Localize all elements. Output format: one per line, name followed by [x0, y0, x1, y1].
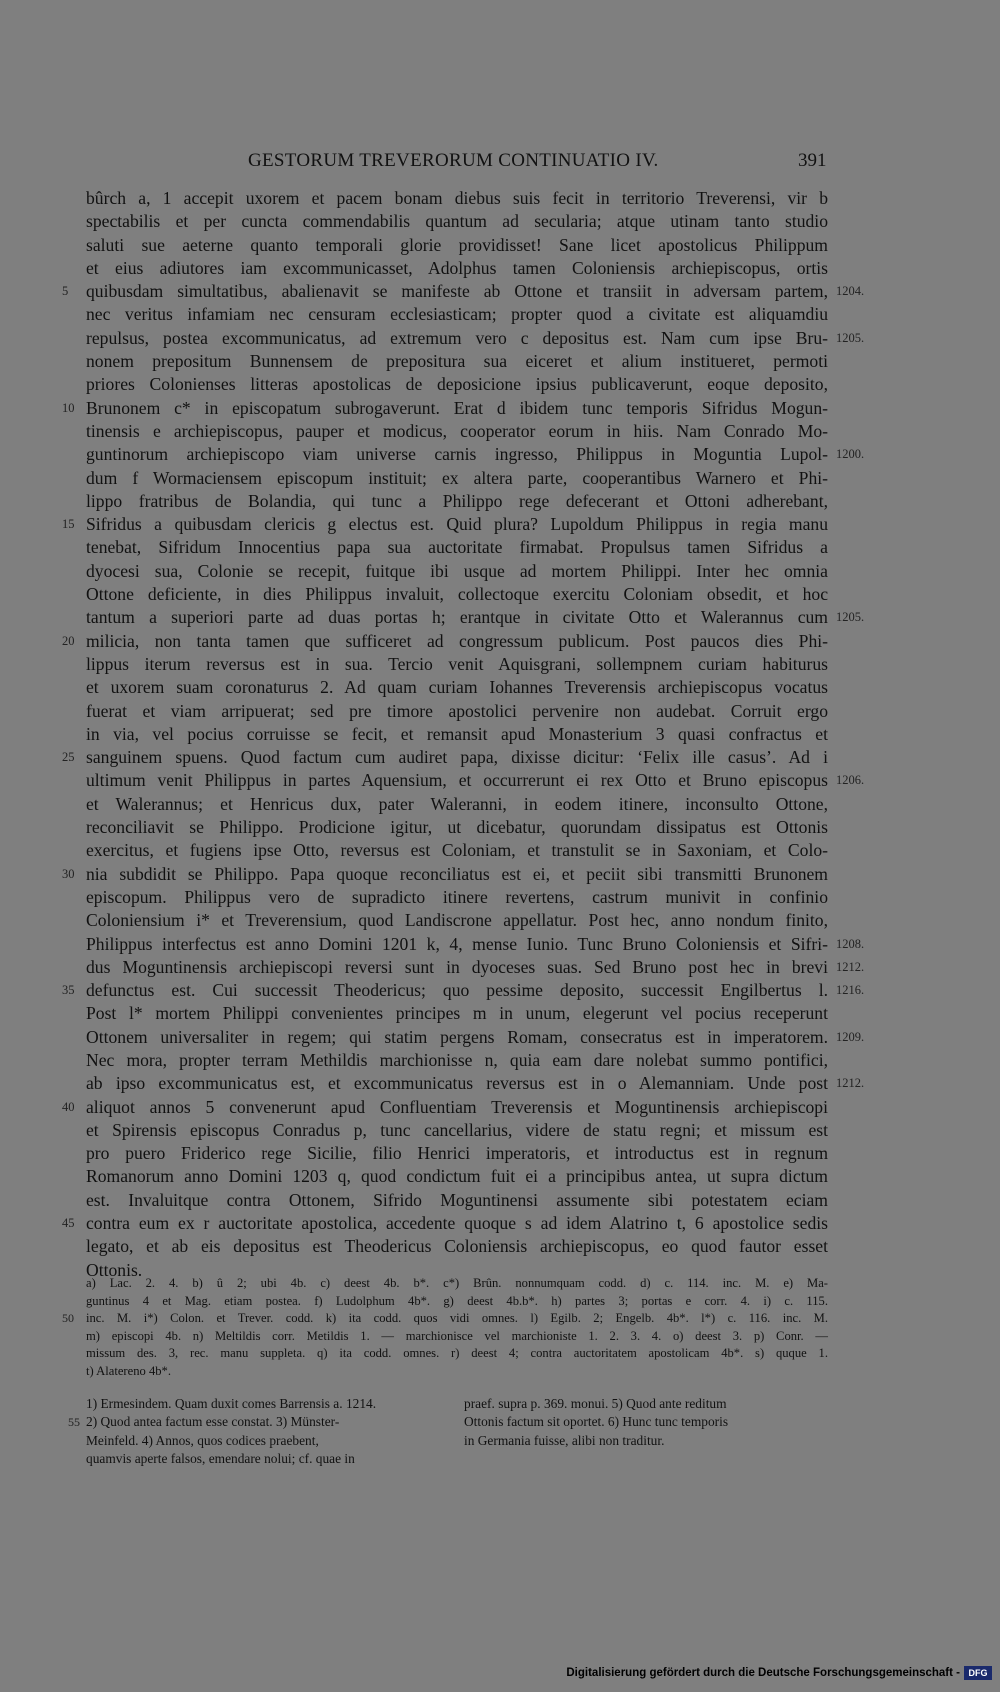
- line-number: 55: [68, 1415, 80, 1430]
- line-text: nia subdidit se Philippo. Papa quoque reconciliatus est ei, et peciit sibi transmitti Brunonem: [86, 863, 828, 884]
- line-text: m) episcopi 4b. n) Meltildis corr. Metildis 1. — marchionisce vel marchioniste 1. 2. 3. 4. o) deest 3. p) Conr. —: [86, 1328, 828, 1343]
- margin-year: 1200.: [836, 447, 865, 462]
- text-line: [62, 979, 865, 1002]
- line-text: bûrch a, 1 accepit uxorem et pacem bonam diebus suis fecit in territorio Treverensi, vir b: [86, 188, 828, 208]
- margin-year: 1205.: [836, 610, 865, 625]
- line-number: 10: [62, 400, 75, 415]
- line-text: Ottonem universaliter in regem; qui statim pergens Romam, consecratus est in imperatorem.: [86, 1026, 828, 1047]
- note-text: Meinfeld. 4) Annos, quos codices praebent,: [86, 1432, 319, 1448]
- line-text: milicia, non tanta tamen que sufficeret ad congressum publicum. Post paucos dies Phi-: [86, 630, 828, 651]
- line-text: est. Invaluitque contra Ottonem, Sifrido Moguntinensi assumente sibi potestatem eciam: [86, 1189, 828, 1210]
- text-line: [86, 1049, 828, 1072]
- text-line: [86, 1235, 828, 1258]
- text-line: [86, 443, 865, 466]
- line-text: Post l* mortem Philippi convenientes principes m in unum, elegerunt vel pocius receperunt: [86, 1003, 828, 1024]
- line-text: a) Lac. 2. 4. b) û 2; ubi 4b. c) deest 4b. b*. c*) Brûn. nonnumquam codd. d) c. 114. inc. M. e) Ma-: [86, 1276, 828, 1290]
- funding-credit: Digitalisierung gefördert durch die Deutsche Forschungsgemeinschaft -: [566, 1667, 960, 1679]
- text-line: [86, 536, 828, 559]
- text-line: [62, 280, 865, 303]
- line-text: et Spirensis episcopus Conradus p, tunc cancellarius, videre de statu regni; et missum est: [86, 1119, 828, 1140]
- line-text: lippo fratribus de Bolandia, qui tunc a Philippo rege defecerant et Ottoni adherebant,: [86, 490, 828, 511]
- text-line: [86, 933, 865, 956]
- line-text: guntinus 4 et Mag. etiam postea. f) Ludolphum 4b*. g) deest 4b.b*. h) partes 3; portas e corr. 4. i) c. 115.: [86, 1293, 828, 1308]
- text-line: [86, 653, 828, 676]
- line-number: 45: [62, 1216, 75, 1231]
- line-number: 20: [62, 633, 75, 648]
- line-text: ab ipso excommunicatus est, et excommunicatus reversus est in o Alemanniam. Unde post: [86, 1073, 828, 1094]
- margin-year: 1212.: [836, 1076, 865, 1091]
- text-line: [86, 560, 828, 583]
- line-number: 5: [62, 284, 69, 299]
- main-text: [62, 187, 865, 1282]
- line-text: et eius adiutores iam excommunicasset, Adolphus tamen Coloniensis archiepiscopus, ortis: [86, 257, 828, 278]
- page-number: 391: [798, 150, 827, 171]
- line-text: in via, vel pocius corruisse se fecit, et remansit apud Monasterium 3 quasi confractus et: [86, 723, 828, 744]
- line-text: defunctus est. Cui successit Theodericus; quo pessime deposito, successit Engilbertus l.: [86, 980, 828, 1001]
- margin-year: 1212.: [836, 959, 865, 974]
- line-text: episcopum. Philippus vero de supradicto itinere revertens, castrum munivit in confinio: [86, 886, 828, 907]
- text-line: [62, 746, 828, 769]
- note-line: [86, 1450, 458, 1468]
- text-line: [62, 397, 828, 420]
- text-line: [86, 1189, 828, 1212]
- line-text: missum des. 3, rec. manu suppleta. q) ita codd. omnes. r) deest 4; contra auctoritatem apostolicam 4b*. s) quque 1.: [86, 1346, 828, 1360]
- note-line: [86, 1395, 458, 1413]
- text-line: [86, 1002, 828, 1025]
- footnote-line: [86, 1275, 828, 1293]
- line-text: quibusdam simultatibus, abalienavit se manifeste ab Ottone et transiit in adversam partem,: [86, 281, 828, 302]
- line-text: nonem prepositum Bunnensem de prepositura sua eiceret et alium institueret, permoti: [86, 351, 828, 372]
- text-line: [86, 676, 828, 699]
- text-line: [86, 956, 865, 979]
- line-text: contra eum ex r auctoritate apostolica, accedente quoque s ad idem Alatrino t, 6 apostolice sedis: [86, 1213, 828, 1234]
- line-text: Sifridus a quibusdam clericis g electus est. Quid plura? Lupoldum Philippus in regia manu: [86, 514, 828, 535]
- text-line: [86, 909, 828, 932]
- line-text: et uxorem suam coronaturus 2. Ad quam curiam Iohannes Treverensis archiepiscopus vocatus: [86, 677, 828, 698]
- footnote-line: [86, 1328, 828, 1346]
- footnote-line: [86, 1345, 828, 1363]
- line-number: 30: [62, 866, 75, 881]
- text-line: [86, 327, 865, 350]
- text-line: [62, 630, 828, 653]
- text-line: [86, 420, 828, 443]
- line-text: Nec mora, propter terram Methildis marchionisse n, quia eam dare nolebat summo pontifici,: [86, 1049, 828, 1070]
- text-line: [86, 816, 828, 839]
- line-text: tantum a superiori parte ad duas portas h; erantque in civitate Otto et Walerannus cum: [86, 607, 828, 628]
- text-line: [86, 723, 828, 746]
- note-line: Ottonis factum sit oportet. 6) Hunc tunc temporis: [464, 1414, 729, 1430]
- line-text: t) Alatereno 4b*.: [86, 1363, 171, 1378]
- text-line: [86, 583, 828, 606]
- line-text: Ottonis.: [86, 1259, 143, 1280]
- note-text: 2) Quod antea factum esse constat. 3) Münster-: [86, 1414, 340, 1430]
- note-text: quamvis aperte falsos, emendare nolui; cf. quae in: [86, 1450, 355, 1466]
- line-text: tinensis e archiepiscopus, pauper et modicus, cooperator eorum in hiis. Nam Conrado Mo-: [86, 420, 828, 441]
- text-line: [86, 700, 828, 723]
- text-line: [86, 793, 828, 816]
- line-text: ultimum venit Philippus in partes Aquensium, et occurrerunt ei rex Otto et Bruno episcopus: [86, 770, 828, 791]
- text-line: [62, 513, 828, 536]
- footnote-line: [86, 1293, 828, 1311]
- line-text: sanguinem spuens. Quod factum cum audiret papa, dixisse dicitur: ‘Felix ille casus’. Ad i: [86, 747, 828, 768]
- line-text: Coloniensium i* et Treverensium, quod Landiscrone appellatur. Post hec, anno nondum finito,: [86, 910, 828, 931]
- margin-year: 1206.: [836, 773, 865, 788]
- line-text: et Walerannus; et Henricus dux, pater Waleranni, in eodem itinere, inconsulto Ottone,: [86, 793, 828, 814]
- footnote-line: [86, 1363, 828, 1381]
- line-number: 25: [62, 750, 75, 765]
- line-text: Brunonem c* in episcopatum subrogaverunt. Erat d ibidem tunc temporis Sifridus Mogun-: [86, 397, 828, 418]
- line-text: legato, et ab eis depositus est Theodericus Coloniensis archiepiscopus, eo quod fautor esset: [86, 1236, 828, 1257]
- margin-year: 1208.: [836, 936, 865, 951]
- note-line: [68, 1413, 458, 1431]
- line-text: guntinorum archiepiscopo viam universe carnis ingresso, Philippus in Moguntia Lupol-: [86, 444, 828, 465]
- margin-year: 1209.: [836, 1029, 865, 1044]
- text-line: [86, 303, 828, 326]
- line-text: spectabilis et per cuncta commendabilis quantum ad secularia; atque utinam tanto studio: [86, 211, 828, 232]
- line-text: dyocesi sua, Colonie se recepit, fuitque ibi usque ad mortem Philippi. Inter hec omnia: [86, 560, 828, 581]
- text-line: [86, 257, 828, 280]
- text-line: [86, 210, 828, 233]
- notes-right-column: [464, 1395, 828, 1450]
- line-text: repulsus, postea excommunicatus, ad extremum vero c depositus est. Nam cum ipse Bru-: [86, 327, 828, 348]
- line-text: dum f Wormaciensem episcopum instituit; ex altera parte, cooperantibus Warnero et Phi-: [86, 467, 828, 488]
- note-line: in Germania fuisse, alibi non traditur.: [464, 1432, 665, 1448]
- line-text: priores Colonienses litteras apostolicas de deposicione ipsius publicaverunt, eoque deposito,: [86, 374, 828, 395]
- line-text: reconciliavit se Philippo. Prodicione igitur, ut dicebatur, quorundam dissipatus est Ottonis: [86, 817, 828, 838]
- line-text: aliquot annos 5 convenerunt apud Confluentiam Treverensis et Moguntinensis archiepiscopi: [86, 1096, 828, 1117]
- text-line: [86, 839, 828, 862]
- text-line: [86, 769, 865, 792]
- line-text: pro puero Friderico rege Sicilie, filio Henrici imperatoris, et introductus est in regnum: [86, 1143, 828, 1164]
- line-number: 35: [62, 983, 75, 998]
- text-line: [86, 467, 828, 490]
- running-header: [0, 150, 1000, 176]
- text-line: [62, 863, 828, 886]
- text-line: [62, 1212, 828, 1235]
- critical-apparatus: [62, 1275, 828, 1380]
- text-line: [86, 373, 828, 396]
- text-line: [86, 1072, 865, 1095]
- note-text: 1) Ermesindem. Quam duxit comes Barrensis a. 1214.: [86, 1396, 377, 1411]
- line-text: saluti sue aeterne quanto temporali glorie providisset! Sane licet apostolicus Philippum: [86, 234, 828, 255]
- text-line: [86, 1026, 865, 1049]
- text-line: [86, 1165, 828, 1188]
- text-line: [86, 1142, 828, 1165]
- margin-year: 1216.: [836, 983, 865, 998]
- text-line: [86, 1119, 828, 1142]
- line-text: Philippus interfectus est anno Domini 1201 k, 4, mense Iunio. Tunc Bruno Coloniensis et Sifri-: [86, 933, 828, 954]
- text-line: [86, 350, 828, 373]
- text-line: [86, 490, 828, 513]
- margin-year: 1204.: [836, 284, 865, 299]
- line-text: exercitus, et fugiens ipse Otto, reversus est Coloniam, et transtulit se in Saxoniam, et Colo-: [86, 840, 828, 861]
- footer-bar: [0, 1664, 1000, 1686]
- margin-year: 1205.: [836, 330, 865, 345]
- line-text: inc. M. i*) Colon. et Trever. codd. k) ita codd. quos vidi omnes. l) Egilb. 2; Engelb. 4b*. l*) c. 116. inc. M.: [86, 1311, 828, 1325]
- line-number: 40: [62, 1099, 75, 1114]
- text-line: [86, 234, 828, 257]
- running-title: GESTORUM TREVERORUM CONTINUATIO IV.: [248, 150, 659, 171]
- line-text: dus Moguntinensis archiepiscopi reversi sunt in dyoceses suas. Sed Bruno post hec in brevi: [86, 956, 828, 977]
- line-text: fuerat et viam arripuerat; sed pre timore apostolici pervenire non audebat. Corruit ergo: [86, 700, 828, 721]
- text-line: [86, 886, 828, 909]
- line-text: Ottone deficiente, in dies Philippus invaluit, collectoque exercitu Coloniam obsedit, et hoc: [86, 584, 828, 605]
- note-line: praef. supra p. 369. monui. 5) Quod ante reditum: [464, 1396, 727, 1411]
- text-line: [62, 1096, 828, 1119]
- line-text: Romanorum anno Domini 1203 q, quod condictum fuit ei a principibus antea, ut supra dictum: [86, 1166, 828, 1187]
- note-line: [86, 1432, 458, 1450]
- dfg-logo: DFG: [964, 1666, 992, 1680]
- line-number: 50: [62, 1311, 74, 1325]
- notes-left-column: [68, 1395, 458, 1468]
- line-text: tenebat, Sifridum Innocentius papa sua auctoritate firmabat. Propulsus tamen Sifridus a: [86, 537, 828, 558]
- text-line: [86, 187, 828, 210]
- line-number: 15: [62, 517, 75, 532]
- line-text: lippus iterum reversus est in sua. Tercio venit Aquisgrani, sollempnem curiam habiturus: [86, 653, 828, 674]
- line-text: nec veritus infamiam nec censuram ecclesiasticam; propter quod a civitate est aliquamdiu: [86, 304, 828, 325]
- text-line: [86, 606, 865, 629]
- footnote-line: [62, 1310, 828, 1328]
